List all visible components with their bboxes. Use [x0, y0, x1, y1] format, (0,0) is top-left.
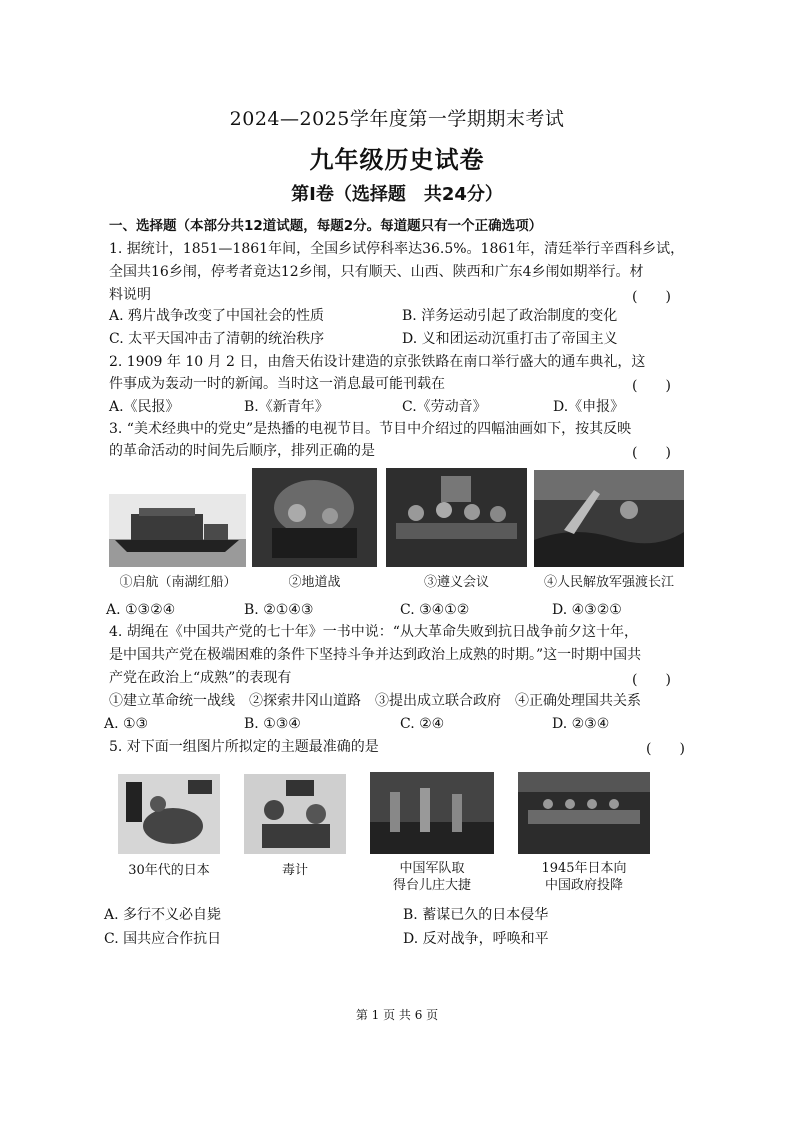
q2-option-b: B.《新青年》: [244, 399, 329, 415]
q4-option-c: C. ②④: [400, 716, 445, 732]
q5-answer-paren: ( ): [646, 741, 685, 757]
q1-answer-paren: ( ): [632, 289, 671, 305]
page-footer: 第 1 页 共 6 页: [355, 1008, 439, 1022]
q3-caption-3: ③遵义会议: [423, 575, 489, 590]
cartoon-evil-plot: [244, 774, 346, 854]
q4-answer-paren: ( ): [632, 672, 671, 688]
q5-caption-3: [370, 860, 494, 894]
q1-option-a: A. 鸦片战争改变了中国社会的性质: [109, 308, 325, 324]
instructions: 一、选择题（本部分共12道试题，每题2分。每道题只有一个正确选项）: [109, 218, 543, 234]
q2-line-1: 2. 1909 年 10 月 2 日，由詹天佑设计建造的京张铁路在南口举行盛大的通车典礼，这: [109, 354, 646, 370]
q4-items: ①建立革命统一战线 ②探索井冈山道路 ③提出成立联合政府 ④正确处理国共关系: [109, 693, 641, 709]
q2-option-c: C.《劳动音》: [402, 399, 487, 415]
paper-title: 九年级历史试卷: [309, 146, 485, 174]
q5-line-1: 5. 对下面一组图片所拟定的主题最准确的是: [109, 739, 379, 755]
painting-crossing-yangtze: [534, 470, 684, 567]
q5-caption-2: [244, 862, 346, 879]
q3-caption-4: ④人民解放军强渡长江: [543, 575, 674, 590]
q5-caption-1-line-1: 30年代的日本: [128, 863, 210, 878]
painting-tunnel-warfare: [252, 468, 377, 567]
q3-line-2: 的革命活动的时间先后顺序，排列正确的是: [109, 443, 375, 459]
q5-option-a: A. 多行不义必自毙: [104, 907, 222, 923]
q2-answer-paren: ( ): [632, 378, 671, 394]
exam-title: 2024—2025学年度第一学期期末考试: [229, 108, 565, 130]
painting-zunyi-meeting: [386, 468, 527, 567]
q1-option-b: B. 洋务运动引起了政治制度的变化: [402, 308, 618, 324]
q3-option-a: A. ①③②④: [106, 602, 176, 618]
q1-line-3: 料说明: [109, 287, 151, 303]
q4-option-a: A. ①③: [104, 716, 149, 732]
q3-caption-1: ①启航（南湖红船）: [119, 575, 237, 590]
q1-line-2: 全国共16乡闱，停考者竟达12乡闱，只有顺天、山西、陕西和广东4乡闱如期举行。材: [109, 264, 644, 280]
q3-caption-2: ②地道战: [288, 575, 341, 590]
q3-option-b: B. ②①④③: [244, 602, 314, 618]
q5-option-d: D. 反对战争，呼唤和平: [403, 931, 549, 947]
q1-line-1: 1. 据统计，1851—1861年间，全国乡试停科率达36.5%。1861年，清廷举行辛酉科乡试，: [109, 241, 685, 257]
q3-option-d: D. ④③②①: [552, 602, 622, 618]
q5-option-b: B. 蓄谋已久的日本侵华: [403, 907, 549, 923]
q4-line-2: 是中国共产党在极端困难的条件下坚持斗争并达到政治上成熟的时期。”这一时期中国共: [109, 647, 642, 663]
q5-caption-3-line-2: 得台儿庄大捷: [392, 878, 471, 893]
q4-option-b: B. ①③④: [244, 716, 301, 732]
q5-caption-4: [518, 860, 650, 894]
q3-answer-paren: ( ): [632, 445, 671, 461]
q3-line-1: 3. “美术经典中的党史”是热播的电视节目。节目中介绍过的四幅油画如下，按其反映: [109, 421, 632, 437]
q2-line-2: 件事成为轰动一时的新闻。当时这一消息最可能刊载在: [109, 376, 445, 392]
q2-option-d: D.《申报》: [553, 399, 625, 415]
q5-caption-4-line-2: 中国政府投降: [544, 878, 623, 893]
q5-caption-2-line-1: 毒计: [281, 863, 308, 878]
painting-red-boat: [109, 494, 246, 567]
q1-option-d: D. 义和团运动沉重打击了帝国主义: [402, 331, 618, 347]
section-title: 第Ⅰ卷（选择题 共24分）: [291, 184, 503, 205]
q2-option-a: A.《民报》: [109, 399, 180, 415]
photo-taierzhuang: [370, 772, 494, 854]
q1-option-c: C. 太平天国冲击了清朝的统治秩序: [109, 331, 325, 347]
q5-caption-1: [114, 862, 224, 879]
q4-line-1: 4. 胡绳在《中国共产党的七十年》一书中说：“从大革命失败到抗日战争前夕这十年，: [109, 624, 638, 640]
q5-caption-4-line-1: 1945年日本向: [541, 861, 627, 876]
q4-line-3: 产党在政治上“成熟”的表现有: [109, 670, 292, 686]
q5-caption-3-line-1: 中国军队取: [399, 861, 465, 876]
q5-option-c: C. 国共应合作抗日: [104, 931, 222, 947]
q4-option-d: D. ②③④: [552, 716, 610, 732]
cartoon-japan-1930s: [118, 774, 220, 854]
q3-option-c: C. ③④①②: [400, 602, 470, 618]
photo-japan-surrender: [518, 772, 650, 854]
